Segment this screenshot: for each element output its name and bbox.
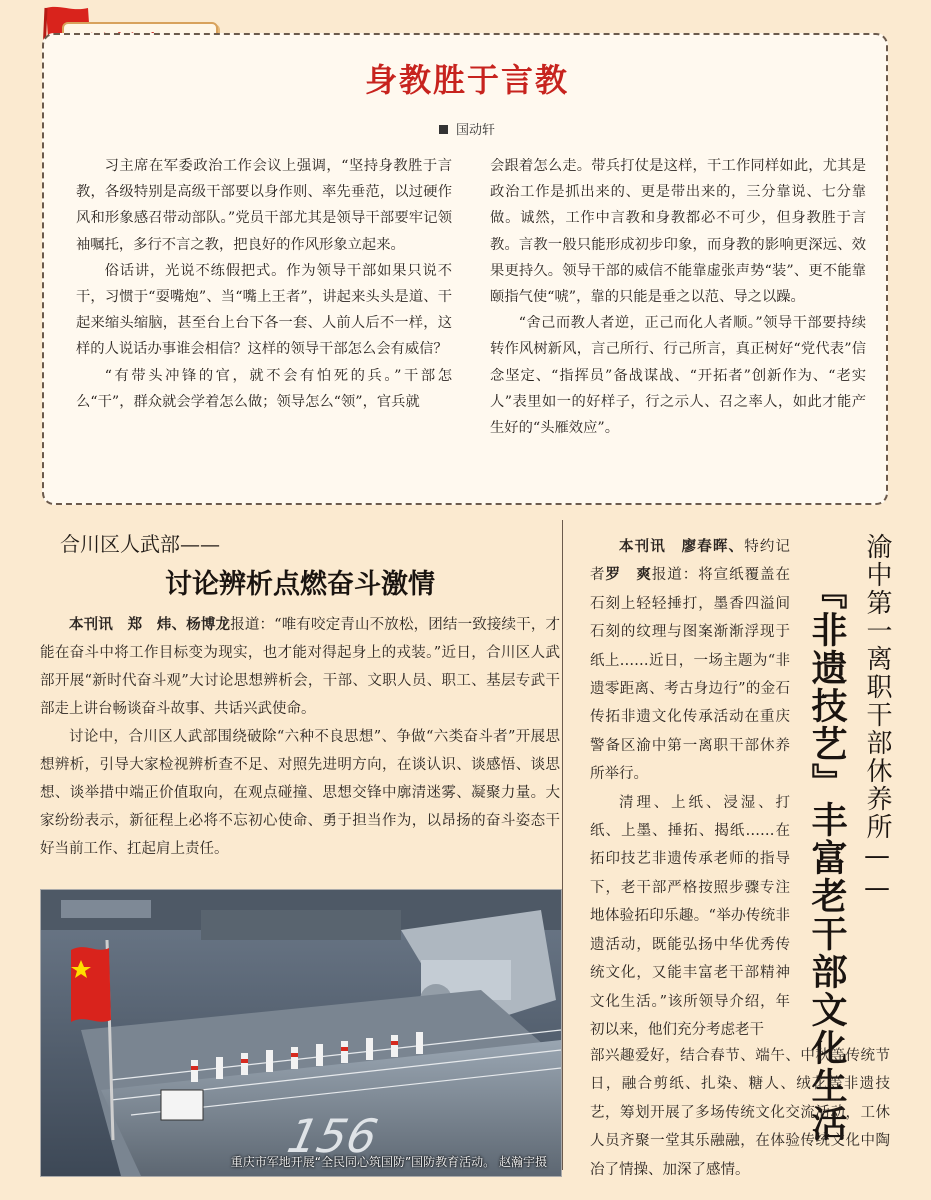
- news-photo: [40, 889, 562, 1177]
- article3-body-narrow: [590, 533, 790, 1044]
- article2-byline: 本刊讯 郑 炜、杨博龙: [69, 616, 231, 633]
- article2-subtitle: 合川区人武部——: [60, 532, 220, 556]
- paragraph: “舍己而教人者逆，正己而化人者顺。”领导干部要持续转作风树新风，言己所行、行己所言，真正树好“党代表”信念坚定、“指挥员”备战谋战、“开拓者”创新作为、“老实人”表里如一的好样子，行之示人、召之率人，如此才能产生好的“头雁效应”。: [490, 315, 866, 437]
- article3-byline-1: 本刊讯 廖春晖、: [619, 538, 745, 555]
- article3-byline-2: 罗 爽: [605, 566, 652, 584]
- photo-caption: 重庆市军地开展“全民同心筑国防”国防教育活动。 赵瀚宇摄: [230, 1155, 547, 1169]
- paragraph: 习主席在军委政治工作会议上强调，“坚持身教胜于言教，各级特别是高级干部要以身作则、率先垂范，以过硬作风和形象感召带动部队。”党员干部尤其是领导干部要牢记领袖嘱托，多行不言之教，把良好的作风形象立起来。: [76, 158, 452, 253]
- column-divider: [562, 520, 563, 1170]
- paragraph: 本刊讯 郑 炜、杨博龙报道：“唯有咬定青山不放松，团结一致接续干，才能在奋斗中将工作目标变为现实，也才能对得起身上的戎装。”近日，合川区人武部开展“新时代奋斗观”大讨论思想辨析会，干部、文职人员、职工、基层专武干部走上讲台畅谈奋斗故事、共话兴武使命。: [40, 616, 560, 717]
- article3-body-wide: [590, 1042, 890, 1184]
- paragraph: 会跟着怎么走。带兵打仗是这样，干工作同样如此，尤其是政治工作是抓出来的、更是带出来的，三分靠说、七分靠做。诚然，工作中言教和身教都必不可少，但身教胜于言教。言教一般只能形成初步印象，而身教的影响更深远、效果更持久。领导干部的威信不能靠虚张声势“装”、更不能靠颐指气使“唬”，靠的只能是垂之以范、导之以躁。: [490, 158, 866, 306]
- top-article-title: 身教胜于言教: [364, 61, 569, 99]
- paragraph: “有带头冲锋的官，就不会有怕死的兵。”干部怎么“干”，群众就会学着怎么做；领导怎么“领”，官兵就: [76, 367, 452, 410]
- warship-photo-illustration: [41, 890, 561, 1176]
- paragraph: 清理、上纸、浸湿、打纸、上墨、捶拓、揭纸……在拓印技艺非遗传承老师的指导下，老干部严格按照步骤专注地体验拓印乐趣。“举办传统非遗活动，既能弘扬中华优秀传统文化，又能丰富老干部精神文化生活。”该所领导介绍，年初以来，他们充分考虑老干: [590, 794, 790, 1038]
- paragraph: 本刊讯 廖春晖、特约记者罗 爽报道：将宣纸覆盖在石刻上轻轻捶打，墨香四溢间石刻的纹理与图案渐渐浮现于纸上……近日，一场主题为“非遗零距离、考古身边行”的金石传拓非遗文化传承活动在重庆警备区渝中第一离职干部休养所举行。: [590, 538, 791, 783]
- article2-body: [40, 611, 560, 863]
- paragraph: 俗话讲，光说不练假把式。作为领导干部如果只说不干，习惯于“耍嘴炮”、当“嘴上王者”，讲起来头头是道、干起来缩头缩脑，甚至台上台下各一套、人前人后不一样，这样的人说话办事谁会相信？这样的领导干部怎么会有威信？: [76, 262, 452, 358]
- hull-number: 156: [282, 1109, 383, 1163]
- paragraph: 讨论中，合川区人武部围绕破除“六种不良思想”、争做“六类奋斗者”开展思想辨析，引导大家检视辨析查不足、对照先进明方向，在谈认识、谈感悟、谈思想、谈举措中端正价值取向，在观点碰撞、思想交锋中廓清迷雾、凝聚力量。大家纷纷表示，新征程上必将不忘初心使命、勇于担当作为，以昂扬的奋斗姿态干好当前工作、扛起肩上责任。: [40, 729, 560, 857]
- article3-title: 『非遗技艺』丰富老干部文化生活: [806, 573, 847, 1143]
- top-article-byline: 国动轩: [44, 119, 890, 138]
- top-article-left-column: [76, 153, 452, 415]
- paragraph: 部兴趣爱好，结合春节、端午、中秋等传统节日，融合剪纸、扎染、糖人、绒花等非遗技艺，筹划开展了多场传统文化交流活动，工休人员齐聚一堂其乐融融，在体验传统文化中陶冶了情操、加深了感情。: [590, 1048, 890, 1178]
- square-bullet-icon: [439, 125, 448, 134]
- top-article-right-column: [490, 153, 866, 441]
- article3-subtitle: 渝中第一离职干部休养所——: [862, 533, 892, 905]
- article2-title: 讨论辨析点燃奋斗激情: [165, 569, 435, 600]
- top-article-box: [42, 33, 888, 505]
